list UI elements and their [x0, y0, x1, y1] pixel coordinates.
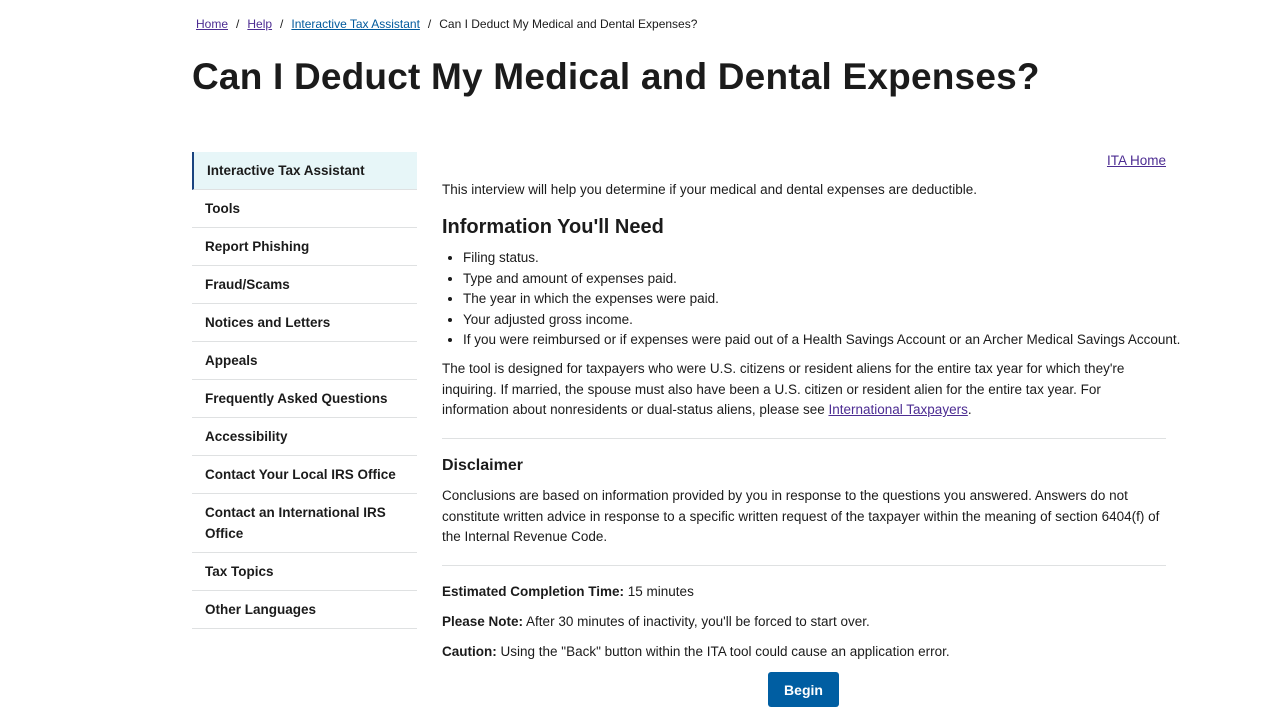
- disclaimer-heading: Disclaimer: [442, 457, 523, 474]
- caution-note: [442, 644, 950, 659]
- sidebar-item-notices-and-letters[interactable]: Notices and Letters: [192, 304, 417, 342]
- sidebar-item-accessibility[interactable]: Accessibility: [192, 418, 417, 456]
- divider: [442, 438, 1166, 439]
- breadcrumb-separator: /: [427, 17, 432, 31]
- breadcrumb-help-link[interactable]: Help: [247, 17, 273, 31]
- disclaimer-text: Conclusions are based on information provided by you in response to the questions you answered. Answers do not constitute written advice in response to a specific written request of the taxpayer within the meaning of section 6404(f) of the Internal Revenue Code.: [442, 488, 1160, 545]
- sidebar-item-faq[interactable]: Frequently Asked Questions: [192, 380, 417, 418]
- breadcrumb-separator: /: [236, 17, 240, 31]
- list-item: • If you were reimbursed or if expenses were paid out of a Health Savings Account or an Archer Medical Savings Account.: [463, 330, 1180, 351]
- sidebar-item-tax-topics[interactable]: Tax Topics: [192, 553, 417, 591]
- tool-description: [442, 359, 1166, 421]
- needs-list: [463, 248, 1180, 351]
- note-label: Please Note:: [442, 614, 524, 629]
- sidebar-item-other-languages[interactable]: Other Languages: [192, 591, 417, 629]
- tool-description-end: .: [967, 402, 972, 418]
- breadcrumb: [196, 17, 697, 31]
- sidebar-item-contact-local-irs[interactable]: Contact Your Local IRS Office: [192, 456, 417, 494]
- divider: [442, 565, 1166, 566]
- list-item: • The year in which the expenses were paid.: [463, 289, 1180, 310]
- sidebar-item-tools[interactable]: Tools: [192, 190, 417, 228]
- sidebar-item-report-phishing[interactable]: Report Phishing: [192, 228, 417, 266]
- intro-text: This interview will help you determine if your medical and dental expenses are deductible.: [442, 182, 978, 197]
- page-title: Can I Deduct My Medical and Dental Expenses?: [192, 56, 1040, 97]
- begin-button[interactable]: Begin: [768, 672, 839, 707]
- completion-label: Estimated Completion Time:: [442, 584, 625, 599]
- caution-label: Caution:: [442, 644, 497, 659]
- completion-value: 15 minutes: [624, 584, 694, 599]
- completion-time: [442, 584, 694, 599]
- tool-description-text: The tool is designed for taxpayers who were U.S. citizens or resident aliens for the entire tax year for which they're inquiring. If married, the spouse must also have been a U.S. citizen or resident alien for the entire tax year. For information about nonresidents or dual-status aliens, please see: [442, 361, 1125, 418]
- sidebar-item-interactive-tax-assistant[interactable]: Interactive Tax Assistant: [192, 152, 417, 190]
- sidebar-item-contact-international-irs[interactable]: Contact an International IRS Office: [192, 494, 417, 553]
- sidebar-item-fraud-scams[interactable]: Fraud/Scams: [192, 266, 417, 304]
- information-heading: Information You'll Need: [442, 216, 664, 238]
- breadcrumb-home-link[interactable]: Home: [196, 17, 229, 31]
- list-item: • Type and amount of expenses paid.: [463, 269, 1180, 290]
- note-value: After 30 minutes of inactivity, you'll be forced to start over.: [523, 614, 870, 629]
- sidebar-item-appeals[interactable]: Appeals: [192, 342, 417, 380]
- breadcrumb-separator: /: [280, 17, 284, 31]
- list-item: • Your adjusted gross income.: [463, 310, 1180, 331]
- breadcrumb-current: Can I Deduct My Medical and Dental Expenses?: [439, 17, 698, 31]
- list-item: • Filing status.: [463, 248, 1180, 269]
- ita-home-link[interactable]: ITA Home: [1106, 153, 1166, 168]
- caution-value: Using the "Back" button within the ITA tool could cause an application error.: [496, 644, 950, 659]
- sidebar-nav: [192, 152, 417, 629]
- breadcrumb-ita-link[interactable]: Interactive Tax Assistant: [291, 17, 420, 31]
- international-taxpayers-link[interactable]: International Taxpayers: [828, 402, 968, 418]
- inactivity-note: [442, 614, 870, 629]
